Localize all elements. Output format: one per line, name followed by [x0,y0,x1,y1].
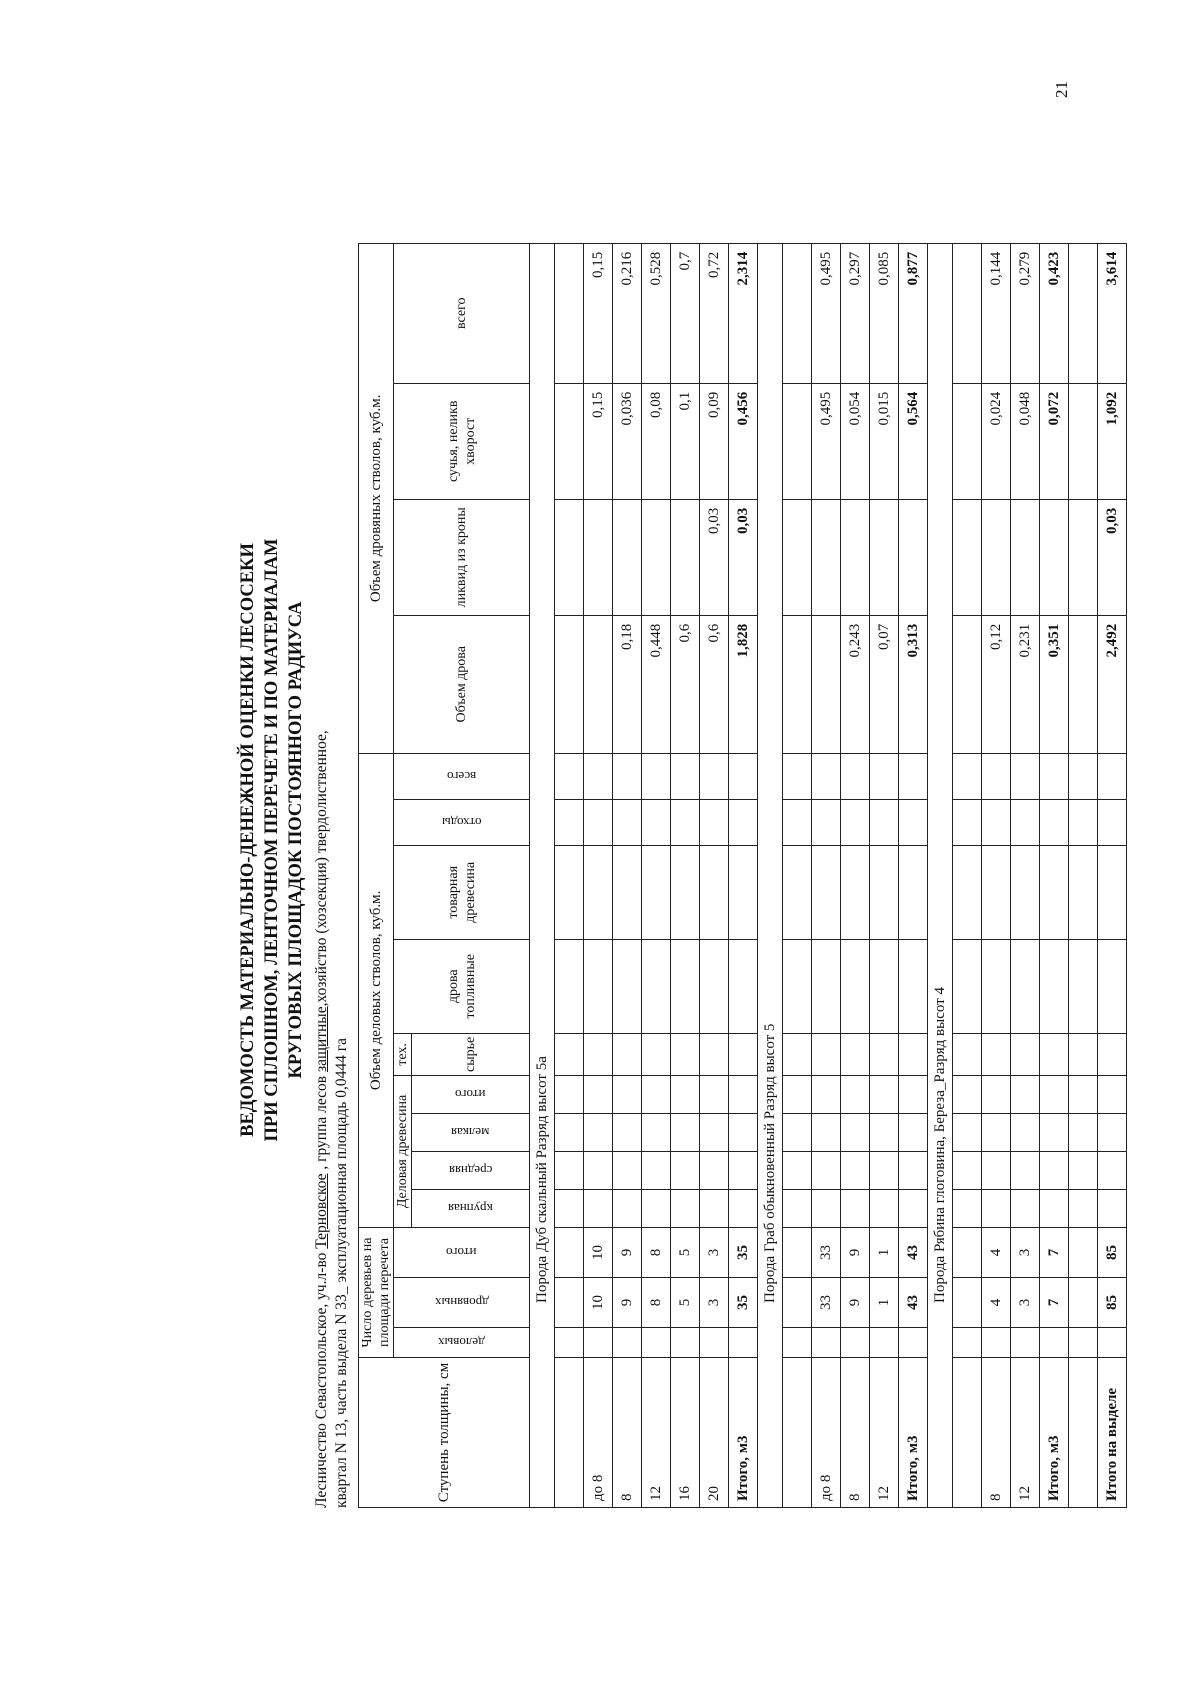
cell-likvid [1011,499,1040,615]
cell-c11 [812,845,841,939]
header-obem-drova: Объем дрова [394,615,530,753]
cell-c6 [1011,1152,1040,1190]
cell-step: Итого, м3 [1040,1358,1069,1508]
cell-c12 [671,799,700,845]
cell-vsego: 0,297 [841,243,870,383]
cell-c7 [584,1114,613,1152]
header-vsego: всего [394,753,530,799]
cell-c9 [729,1033,758,1075]
subtotal-row [899,243,928,1507]
cell-drovyanyh: 3 [700,1278,729,1328]
cell-obem_drova: 0,313 [899,615,928,753]
header-drova-toplivnye: дрова топливные [394,939,530,1033]
cell-drovyanyh: 33 [812,1278,841,1328]
cell-delovyh [700,1328,729,1358]
cell-likvid [1040,499,1069,615]
cell-c6 [899,1152,928,1190]
cell-c5 [1011,1190,1040,1228]
cell-c10 [1098,939,1127,1033]
cell-c5 [899,1190,928,1228]
cell-suchya: 0,054 [841,383,870,499]
cell-c9 [812,1033,841,1075]
cell-suchya: 0,036 [613,383,642,499]
cell-c11 [729,845,758,939]
cell-c12 [729,799,758,845]
cell-delovyh [642,1328,671,1358]
cell-vsego: 0,7 [671,243,700,383]
cell-c11 [982,845,1011,939]
title-line-1: ВЕДОМОСТЬ МАТЕРИАЛЬНО-ДЕНЕЖНОЙ ОЦЕНКИ ЛЕСОСЕКИ [238,543,258,1137]
cell-c12 [870,799,899,845]
cell-likvid [613,499,642,615]
cell-c8 [700,1076,729,1114]
cell-suchya: 0,564 [899,383,928,499]
cell-vsego: 3,614 [1098,243,1127,383]
cell-itogo: 4 [982,1228,1011,1278]
cell-obem_drova [584,615,613,753]
cell-c8 [1011,1076,1040,1114]
cell-vsego: 0,144 [982,243,1011,383]
cell-c7 [700,1114,729,1152]
cell-c11 [584,845,613,939]
forestry-info-line [312,100,332,1508]
cell-c8 [671,1076,700,1114]
cell-c10 [1040,939,1069,1033]
cell-c12 [899,799,928,845]
cell-c6 [729,1152,758,1190]
cell-step: до 8 [584,1358,613,1508]
header-delovyh: деловых [394,1328,530,1358]
cell-c8 [1098,1076,1127,1114]
cell-itogo: 9 [613,1228,642,1278]
cell-suchya: 0,1 [671,383,700,499]
header-tovarnaya: товарная древесина [394,845,530,939]
cell-step: Итого, м3 [729,1358,758,1508]
cell-drovyanyh: 9 [841,1278,870,1328]
cell-suchya: 0,09 [700,383,729,499]
cell-delovyh [870,1328,899,1358]
cell-c8 [899,1076,928,1114]
cell-c7 [812,1114,841,1152]
cell-vsego: 0,085 [870,243,899,383]
cell-c9 [1011,1033,1040,1075]
cell-drovyanyh: 35 [729,1278,758,1328]
cell-suchya: 0,495 [812,383,841,499]
header-step: Ступень толщины, см [359,1358,530,1508]
cell-c10 [613,939,642,1033]
cell-c12 [812,799,841,845]
header-suchya: сучья, неликв хворост [394,383,530,499]
info-group: защитные [313,1006,330,1073]
cell-obem_drova: 0,448 [642,615,671,753]
species-section-header [530,243,555,1507]
cell-c10 [899,939,928,1033]
title-line-2: ПРИ СПЛОШНОМ, ЛЕНТОЧНОМ ПЕРЕЧЕТЕ И ПО МАТЕРИАЛАМ [262,538,282,1142]
quarter-info-line: квартал N 13, часть выдела N 33_ эксплуатационная площадь 0,0444 га [333,1038,350,1508]
cell-c10 [729,939,758,1033]
cell-vsego: 0,216 [613,243,642,383]
cell-c5 [841,1190,870,1228]
cell-likvid: 0,03 [700,499,729,615]
valuation-table [358,243,1127,1508]
table-row [982,243,1011,1507]
cell-delovyh [1098,1328,1127,1358]
cell-c11 [642,845,671,939]
header-syrye: сырье [412,1033,530,1075]
species-label: Порода Рябина глоговина, Береза_Разряд высот 4 [928,243,953,1507]
cell-drovyanyh: 7 [1040,1278,1069,1328]
cell-c5 [812,1190,841,1228]
cell-delovyh [1011,1328,1040,1358]
cell-c7 [671,1114,700,1152]
cell-c13 [1040,753,1069,799]
cell-c13 [982,753,1011,799]
cell-c5 [1098,1190,1127,1228]
cell-c9 [1040,1033,1069,1075]
header-teh: тех. [394,1033,412,1075]
cell-c13 [841,753,870,799]
cell-c13 [613,753,642,799]
cell-c6 [841,1152,870,1190]
cell-itogo: 7 [1040,1228,1069,1278]
cell-suchya: 0,024 [982,383,1011,499]
cell-itogo: 1 [870,1228,899,1278]
cell-likvid [841,499,870,615]
cell-itogo: 10 [584,1228,613,1278]
header-krupnaya: крупная [412,1190,530,1228]
cell-c12 [1040,799,1069,845]
cell-drovyanyh: 8 [642,1278,671,1328]
cell-c11 [1098,845,1127,939]
cell-delovyh [1040,1328,1069,1358]
header-drovyanyh: дровяных [394,1278,530,1328]
cell-c6 [982,1152,1011,1190]
cell-vsego: 0,15 [584,243,613,383]
cell-step: Итого, м3 [899,1358,928,1508]
rotated-page-content [236,100,1200,1580]
cell-c10 [671,939,700,1033]
cell-c13 [729,753,758,799]
cell-c5 [584,1190,613,1228]
cell-c13 [899,753,928,799]
cell-step: до 8 [812,1358,841,1508]
cell-c5 [613,1190,642,1228]
header-itogo: итого [394,1228,530,1278]
cell-c5 [870,1190,899,1228]
cell-c7 [642,1114,671,1152]
cell-delovyh [671,1328,700,1358]
cell-c10 [982,939,1011,1033]
cell-c5 [642,1190,671,1228]
cell-likvid [642,499,671,615]
cell-c7 [870,1114,899,1152]
info-forestry: Лесничество Севастопольское, уч.л-во [313,1248,330,1508]
cell-c5 [729,1190,758,1228]
cell-itogo: 43 [899,1228,928,1278]
cell-c7 [899,1114,928,1152]
cell-likvid [899,499,928,615]
cell-obem_drova: 0,12 [982,615,1011,753]
cell-step: 12 [1011,1358,1040,1508]
cell-obem_drova: 0,6 [700,615,729,753]
header-delovaya-drevesina: Деловая древесина [394,1076,412,1228]
cell-likvid [671,499,700,615]
cell-c9 [613,1033,642,1075]
cell-c12 [1098,799,1127,845]
table-row [642,243,671,1507]
cell-c6 [1098,1152,1127,1190]
cell-c5 [1040,1190,1069,1228]
table-row [870,243,899,1507]
cell-drovyanyh: 1 [870,1278,899,1328]
cell-c13 [671,753,700,799]
cell-delovyh [841,1328,870,1358]
cell-c11 [1040,845,1069,939]
cell-c9 [870,1033,899,1075]
cell-c6 [812,1152,841,1190]
cell-c11 [870,845,899,939]
info-district: Терновское [313,1173,330,1249]
cell-obem_drova: 0,351 [1040,615,1069,753]
spacer-row [1069,243,1098,1507]
cell-itogo: 35 [729,1228,758,1278]
info-economy: ,хозяйство (хозсекция) твердолиственное, [313,730,330,1007]
cell-c8 [982,1076,1011,1114]
cell-c13 [812,753,841,799]
cell-c9 [841,1033,870,1075]
cell-obem_drova: 0,6 [671,615,700,753]
cell-obem_drova: 0,07 [870,615,899,753]
cell-c13 [584,753,613,799]
cell-vsego: 0,528 [642,243,671,383]
cell-step: 12 [642,1358,671,1508]
cell-suchya: 0,072 [1040,383,1069,499]
cell-drovyanyh: 10 [584,1278,613,1328]
cell-obem_drova: 0,18 [613,615,642,753]
cell-suchya: 0,08 [642,383,671,499]
cell-c6 [700,1152,729,1190]
cell-vsego: 2,314 [729,243,758,383]
cell-obem_drova: 2,492 [1098,615,1127,753]
cell-c9 [671,1033,700,1075]
cell-c10 [700,939,729,1033]
cell-itogo: 33 [812,1228,841,1278]
header-vsego-2: всего [394,243,530,383]
table-body [530,243,1127,1507]
cell-c10 [841,939,870,1033]
cell-c8 [642,1076,671,1114]
cell-drovyanyh: 43 [899,1278,928,1328]
cell-c8 [870,1076,899,1114]
cell-delovyh [613,1328,642,1358]
table-row [1011,243,1040,1507]
species-label: Порода Дуб скальный Разряд высот 5а [530,243,555,1507]
species-label: Порода Граб обыкновенный Разряд высот 5 [758,243,783,1507]
header-itogo-2: итого [412,1076,530,1114]
cell-delovyh [982,1328,1011,1358]
cell-c6 [1040,1152,1069,1190]
cell-c10 [584,939,613,1033]
cell-obem_drova: 1,828 [729,615,758,753]
cell-c10 [870,939,899,1033]
cell-vsego: 0,279 [1011,243,1040,383]
cell-c11 [700,845,729,939]
cell-step: 16 [671,1358,700,1508]
header-srednyaya: средняя [412,1152,530,1190]
cell-c11 [613,845,642,939]
cell-drovyanyh: 9 [613,1278,642,1328]
cell-likvid [584,499,613,615]
subtotal-row [1040,243,1069,1507]
cell-c7 [841,1114,870,1152]
info-group-label: , группа лесов [313,1072,330,1174]
cell-c12 [982,799,1011,845]
cell-likvid [870,499,899,615]
cell-suchya: 1,092 [1098,383,1127,499]
cell-c6 [584,1152,613,1190]
table-row [613,243,642,1507]
spacer-row [953,243,982,1507]
cell-c8 [812,1076,841,1114]
cell-c13 [870,753,899,799]
cell-step: 12 [870,1358,899,1508]
header-othody: отходы [394,799,530,845]
cell-c12 [584,799,613,845]
cell-c8 [841,1076,870,1114]
cell-delovyh [584,1328,613,1358]
cell-c8 [584,1076,613,1114]
cell-c7 [729,1114,758,1152]
cell-itogo: 3 [1011,1228,1040,1278]
cell-c13 [700,753,729,799]
cell-itogo: 5 [671,1228,700,1278]
cell-c5 [700,1190,729,1228]
cell-vsego: 0,495 [812,243,841,383]
cell-c6 [613,1152,642,1190]
species-section-header [758,243,783,1507]
table-row [584,243,613,1507]
subtotal-row [729,243,758,1507]
cell-itogo: 3 [700,1228,729,1278]
cell-suchya: 0,456 [729,383,758,499]
cell-step: 8 [613,1358,642,1508]
cell-c12 [700,799,729,845]
cell-likvid [812,499,841,615]
header-fuel-volume: Объем дровяных стволов, куб.м. [359,243,394,753]
spacer-row [555,243,584,1507]
cell-delovyh [812,1328,841,1358]
table-row [671,243,700,1507]
cell-vsego: 0,72 [700,243,729,383]
cell-c7 [1011,1114,1040,1152]
cell-c13 [1011,753,1040,799]
grand-total-row [1098,243,1127,1507]
cell-likvid: 0,03 [729,499,758,615]
title-line-3: КРУГОВЫХ ПЛОЩАДОК ПОСТОЯННОГО РАДИУСА [286,601,306,1079]
cell-c8 [1040,1076,1069,1114]
cell-vsego: 0,877 [899,243,928,383]
cell-c6 [642,1152,671,1190]
cell-c5 [982,1190,1011,1228]
header-tree-count: Число деревьев на площади перечета [359,1228,394,1358]
cell-c13 [642,753,671,799]
cell-c7 [613,1114,642,1152]
cell-itogo: 8 [642,1228,671,1278]
cell-c10 [1011,939,1040,1033]
cell-c11 [1011,845,1040,939]
cell-c8 [613,1076,642,1114]
cell-c8 [729,1076,758,1114]
header-melkaya: мелкая [412,1114,530,1152]
cell-c7 [1098,1114,1127,1152]
cell-step: 20 [700,1358,729,1508]
cell-drovyanyh: 85 [1098,1278,1127,1328]
cell-c9 [642,1033,671,1075]
cell-vsego: 0,423 [1040,243,1069,383]
cell-likvid [982,499,1011,615]
cell-c11 [899,845,928,939]
cell-itogo: 85 [1098,1228,1127,1278]
cell-itogo: 9 [841,1228,870,1278]
cell-delovyh [899,1328,928,1358]
cell-delovyh [729,1328,758,1358]
cell-obem_drova [812,615,841,753]
cell-c10 [642,939,671,1033]
cell-c5 [671,1190,700,1228]
table-row [812,243,841,1507]
header-commercial-volume: Объем деловых стволов, куб.м. [359,753,394,1227]
cell-step: 8 [841,1358,870,1508]
cell-c11 [671,845,700,939]
cell-drovyanyh: 3 [1011,1278,1040,1328]
cell-c12 [1011,799,1040,845]
table-row [841,243,870,1507]
cell-c9 [584,1033,613,1075]
cell-c6 [870,1152,899,1190]
cell-c7 [1040,1114,1069,1152]
header-likvid: ликвид из кроны [394,499,530,615]
table-row [700,243,729,1507]
cell-c11 [841,845,870,939]
cell-likvid: 0,03 [1098,499,1127,615]
cell-drovyanyh: 5 [671,1278,700,1328]
cell-suchya: 0,15 [584,383,613,499]
cell-c7 [982,1114,1011,1152]
page-number: 21 [1052,81,1071,98]
spacer-row [783,243,812,1507]
cell-c12 [613,799,642,845]
cell-obem_drova: 0,231 [1011,615,1040,753]
species-section-header [928,243,953,1507]
document-title [236,100,308,1580]
cell-suchya: 0,015 [870,383,899,499]
cell-obem_drova: 0,243 [841,615,870,753]
cell-suchya: 0,048 [1011,383,1040,499]
cell-drovyanyh: 4 [982,1278,1011,1328]
cell-step: Итого на выделе [1098,1358,1127,1508]
cell-step: 8 [982,1358,1011,1508]
cell-c12 [642,799,671,845]
cell-c6 [671,1152,700,1190]
cell-c9 [982,1033,1011,1075]
cell-c13 [1098,753,1127,799]
cell-c12 [841,799,870,845]
cell-c9 [899,1033,928,1075]
cell-c10 [812,939,841,1033]
cell-c9 [1098,1033,1127,1075]
cell-c9 [700,1033,729,1075]
